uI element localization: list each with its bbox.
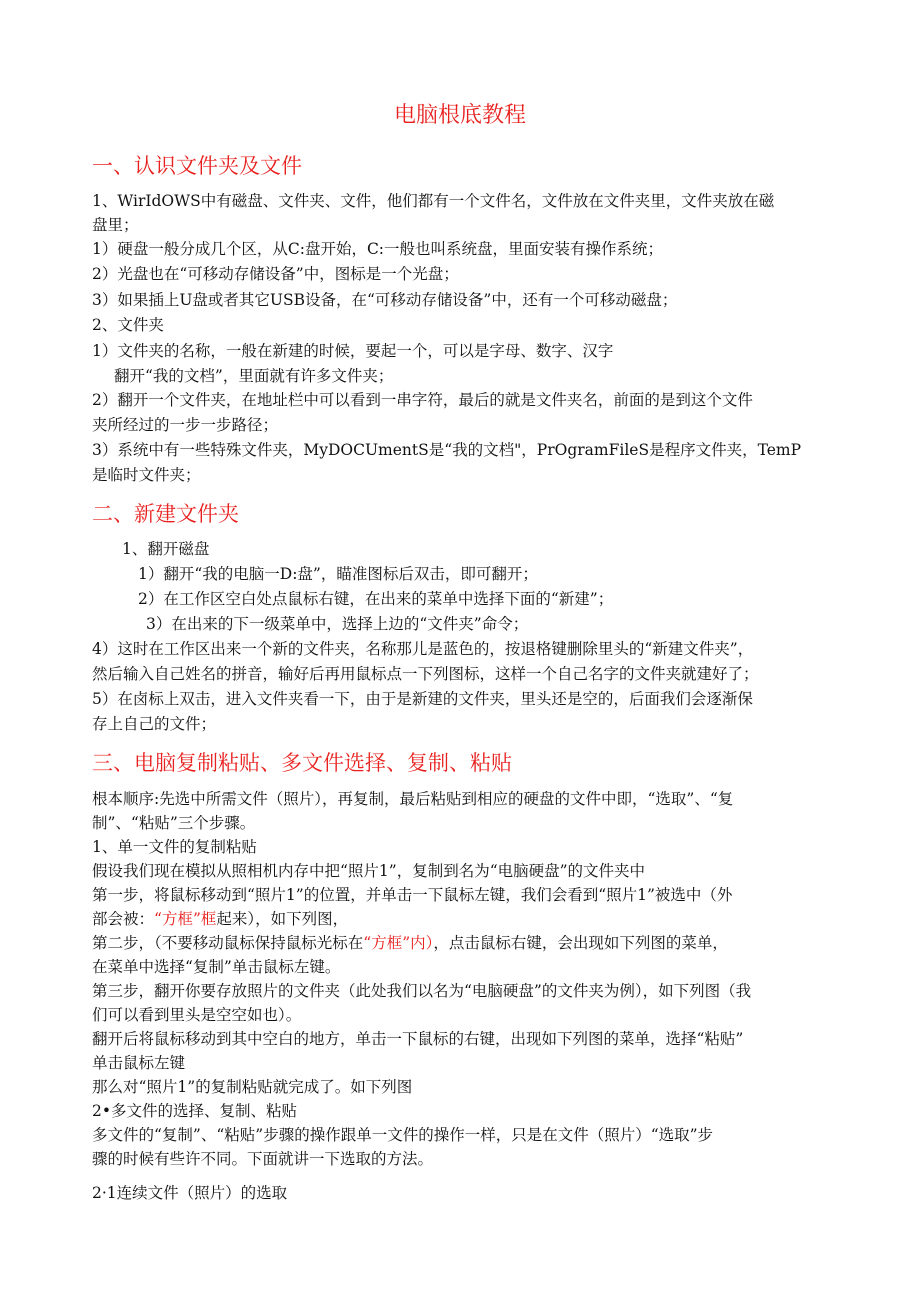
paragraph-line: 在菜单中选择“复制”单击鼠标左键。 — [92, 958, 341, 976]
paragraph-line: 1）文件夹的名称，一般在新建的时候，要起一个，可以是字母、数字、汉字 — [92, 342, 614, 360]
paragraph-line: 那么对“照片1”的复制粘贴就完成了。如下列图 — [92, 1078, 413, 1096]
paragraph-line: 然后输入自己姓名的拼音，输好后再用鼠标点一下列图标，这样一个自己名字的文件夹就建好了； — [92, 665, 759, 683]
paragraph-line: 1）硬盘一般分成几个区，从C:盘开始，C:一般也叫系统盘，里面安装有操作系统； — [92, 240, 664, 258]
paragraph-line: 们可以看到里头是空空如也）。 — [92, 1006, 302, 1024]
paragraph-line: 1、WirIdOWS中有磁盘、文件夹、文件，他们都有一个文件名，文件放在文件夹里，文件夹放在磁 — [92, 192, 775, 210]
paragraph-line: 3）系统中有一些特殊文件夹，MyDOCUmentS是“我的文档"，PrOgramFileS是程序文件夹，TemP — [92, 441, 802, 459]
paragraph-line: 2·1连续文件（照片）的选取 — [92, 1184, 288, 1202]
paragraph-line: 2）光盘也在“可移动存储设备”中，图标是一个光盘； — [92, 265, 459, 283]
paragraph-line: 2•多文件的选择、复制、粘贴 — [92, 1102, 298, 1120]
text-run: 第二步，（不要移动鼠标保持鼠标光标在 — [92, 934, 364, 952]
section-heading-1: 一、认识文件夹及文件 — [92, 154, 302, 178]
paragraph-line: 假设我们现在模拟从照相机内存中把“照片1”，复制到名为“电脑硬盘”的文件夹中 — [92, 862, 646, 880]
paragraph-line: 盘里； — [92, 216, 139, 234]
paragraph-line: 5）在卤标上双击，进入文件夹看一下，由于是新建的文件夹，里头还是空的，后面我们会逐渐保 — [92, 690, 753, 708]
paragraph-line: 1、单一文件的复制粘贴 — [92, 838, 257, 856]
text-run: 部会被： — [92, 910, 155, 928]
paragraph-line: 2、文件夹 — [92, 316, 164, 334]
section-heading-3: 三、电脑复制粘贴、多文件选择、复制、粘贴 — [92, 751, 512, 775]
text-run: 起来），如下列图， — [216, 910, 349, 928]
paragraph-line: 2）在工作区空白处点鼠标右键，在出来的菜单中选择下面的“新建”； — [138, 590, 614, 608]
paragraph-line: 单击鼠标左键 — [92, 1054, 186, 1072]
paragraph-line: 3）在出来的下一级菜单中，选择上边的“文件夹”命令； — [146, 615, 529, 633]
paragraph-line: 是临时文件夹； — [92, 466, 201, 484]
paragraph-line: 翻开后将鼠标移动到其中空白的地方，单击一下鼠标的右键，出现如下列图的菜单，选择“粘贴” — [92, 1030, 744, 1048]
paragraph-line: 1）翻开“我的电脑一D:盘”，瞄准图标后双击，即可翻开； — [138, 565, 538, 583]
paragraph-line: 1、翻开磁盘 — [122, 540, 210, 558]
paragraph-line: 制”、“粘贴”三个步骤。 — [92, 814, 256, 832]
paragraph-line — [92, 931, 828, 955]
paragraph-line: 第三步，翻开你要存放照片的文件夹（此处我们以名为“电脑硬盘”的文件夹为例），如下列图（我 — [92, 982, 752, 1000]
paragraph-line: 第一步，将鼠标移动到“照片1”的位置，并单击一下鼠标左键，我们会看到“照片1”被选中（外 — [92, 886, 733, 904]
paragraph-line: 根本顺序:先选中所需文件（照片），再复制，最后粘贴到相应的硬盘的文件中即，“选取”、“复 — [92, 790, 734, 808]
paragraph-line: 3）如果插上U盘或者其它USB设备，在“可移动存储设备”中，还有一个可移动磁盘； — [92, 291, 678, 309]
highlighted-text: “方框”框 — [154, 910, 217, 928]
section-heading-2: 二、新建文件夹 — [92, 502, 239, 526]
text-run: ，点击鼠标右键，会出现如下列图的菜单， — [433, 934, 728, 952]
paragraph-line: 存上自己的文件； — [92, 715, 217, 733]
highlighted-text: “方框”内） — [363, 934, 434, 952]
paragraph-line — [92, 907, 828, 931]
paragraph-line: 夹所经过的一步一步路径； — [92, 416, 279, 434]
paragraph-line: 翻开“我的文档”，里面就有许多文件夹； — [114, 367, 394, 385]
document-title: 电脑根底教程 — [393, 103, 526, 128]
paragraph-line: 4）这时在工作区出来一个新的文件夹，名称那儿是蓝色的，按退格键删除里头的“新建文件夹”， — [92, 640, 754, 658]
paragraph-line: 多文件的“复制”、“粘贴”步骤的操作跟单一文件的操作一样，只是在文件（照片）“选取”步 — [92, 1126, 714, 1144]
paragraph-line: 2）翻开一个文件夹，在地址栏中可以看到一串字符，最后的就是文件夹名，前面的是到这个文件 — [92, 391, 753, 409]
paragraph-line: 骤的时候有些许不同。下面就讲一下选取的方法。 — [92, 1150, 434, 1168]
